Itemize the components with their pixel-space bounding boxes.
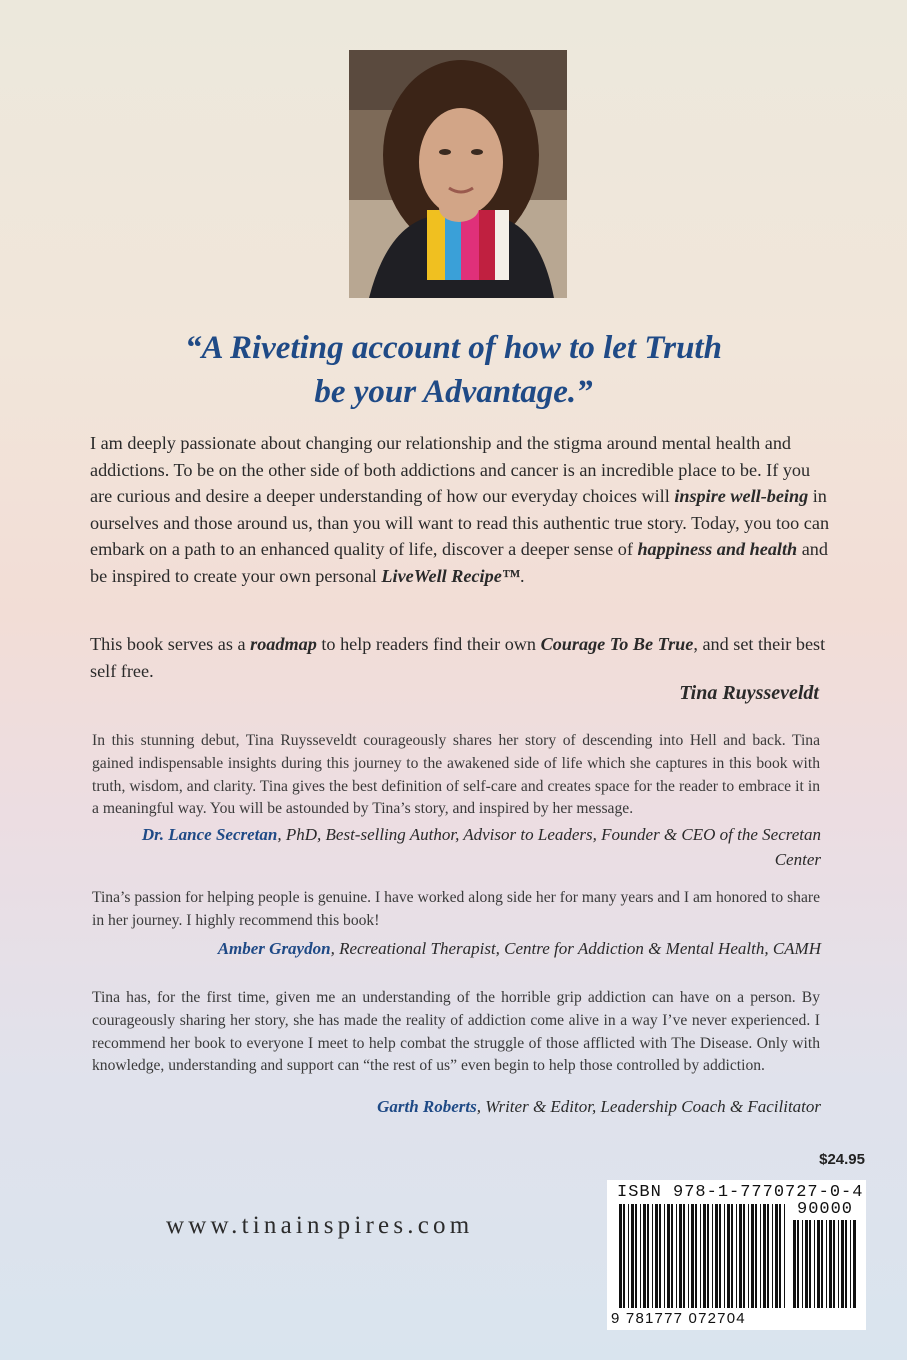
isbn-number: ISBN 978-1-7770727-0-4 xyxy=(617,1183,864,1202)
reviewer-title: , PhD, Best-selling Author, Advisor to Leaders, Founder & CEO of the Secretan Center xyxy=(277,825,821,869)
barcode-bar xyxy=(727,1204,730,1308)
barcode-bar xyxy=(814,1220,815,1308)
barcode-bar xyxy=(853,1220,856,1308)
barcode-bar xyxy=(751,1204,754,1308)
barcode-bar xyxy=(623,1204,625,1308)
barcode-bar xyxy=(679,1204,682,1308)
barcode-bar xyxy=(691,1204,694,1308)
barcode-bar xyxy=(667,1204,670,1308)
review-3-text: Tina has, for the first time, given me an understanding of the horrible grip addiction can have on a person. By courageously sharing her story, she has made the reality of addiction come alive in a way I’ve never experienced. I recommend her book to everyone I meet to help combat the struggle of those afflicted with The Disease. Only with knowledge, understanding and support can “the rest of us” even begin to help those controlled by addiction. xyxy=(92,989,820,1075)
barcode-bar xyxy=(833,1220,835,1308)
barcode-bar xyxy=(809,1220,811,1308)
barcode-bar xyxy=(695,1204,697,1308)
review-2-attribution xyxy=(101,936,821,961)
barcode-bar xyxy=(775,1204,778,1308)
barcode-bar xyxy=(664,1204,665,1308)
author-signature-name: Tina Ruysseveldt xyxy=(679,682,819,704)
website-url[interactable]: www.tinainspires.com xyxy=(166,1212,474,1239)
barcode-bar xyxy=(655,1204,658,1308)
barcode-bar xyxy=(659,1204,661,1308)
barcode-bar xyxy=(797,1220,799,1308)
review-3-attribution xyxy=(101,1094,821,1119)
barcode-bar xyxy=(631,1204,634,1308)
barcode-bar xyxy=(743,1204,745,1308)
barcode-bar xyxy=(772,1204,773,1308)
barcode-bar xyxy=(619,1204,622,1308)
review-1-text: In this stunning debut, Tina Ruysseveldt courageously shares her story of descending into Hell and back. Tina gained indispensable insights during this journey to the awakened side of life which she captures in this book with truth, wisdom, and clarity. Tina gives the best definition of self-care and creates space for the reader to embrace it in a meaningful way. You will be astounded by Tina’s story, and inspired by her message. xyxy=(92,732,820,818)
barcode-bar xyxy=(700,1204,701,1308)
barcode-bar xyxy=(829,1220,832,1308)
barcode-bar xyxy=(647,1204,649,1308)
barcode-bar xyxy=(838,1220,839,1308)
author-photo xyxy=(349,50,567,298)
price-label: $24.95 xyxy=(819,1151,865,1168)
book-tagline xyxy=(100,326,807,414)
barcode-bar xyxy=(731,1204,733,1308)
reviewer-name: Garth Roberts xyxy=(377,1097,477,1116)
barcode-bar xyxy=(850,1220,851,1308)
review-2-text: Tina’s passion for helping people is genuine. I have worked along side her for many years and I am honored to share in her journey. I highly recommend this book! xyxy=(92,889,820,929)
barcode-bar xyxy=(755,1204,757,1308)
barcode-bar xyxy=(628,1204,629,1308)
barcode-bar xyxy=(640,1204,641,1308)
barcode-bar xyxy=(652,1204,653,1308)
price-addon-code: 90000 xyxy=(797,1200,854,1219)
barcode-bar xyxy=(793,1220,796,1308)
barcode-bar xyxy=(845,1220,847,1308)
barcode-bar xyxy=(763,1204,766,1308)
barcode-bar xyxy=(719,1204,721,1308)
barcode-bar xyxy=(703,1204,706,1308)
addon-barcode-bars xyxy=(793,1220,859,1308)
reviewer-title: , Writer & Editor, Leadership Coach & Facilitator xyxy=(476,1097,821,1116)
barcode-bar xyxy=(760,1204,761,1308)
barcode-bar xyxy=(671,1204,673,1308)
barcode-bar xyxy=(736,1204,737,1308)
ean-digits: 9 781777 072704 xyxy=(611,1310,746,1327)
reviewer-name: Amber Graydon xyxy=(217,939,331,958)
barcode-bar xyxy=(826,1220,827,1308)
barcode-bar xyxy=(715,1204,718,1308)
barcode-bar xyxy=(676,1204,677,1308)
review-1-attribution xyxy=(101,822,821,872)
barcode-bar xyxy=(767,1204,769,1308)
intro-paragraph-2: This book serves as a roadmap to help readers find their own Courage To Be True, and set their best self free. xyxy=(90,634,826,681)
barcode-bar xyxy=(724,1204,725,1308)
reviewer-name: Dr. Lance Secretan xyxy=(141,825,278,844)
reviewer-title: , Recreational Therapist, Centre for Addiction & Mental Health, CAMH xyxy=(330,939,821,958)
barcode-bar xyxy=(643,1204,646,1308)
ean-barcode-bars xyxy=(619,1204,787,1308)
barcode-bar xyxy=(821,1220,823,1308)
barcode-bar xyxy=(802,1220,803,1308)
barcode-bar xyxy=(712,1204,713,1308)
author-portrait-illustration xyxy=(349,50,567,298)
barcode-bar xyxy=(841,1220,844,1308)
tagline-line-1: “A Riveting account of how to let Truth xyxy=(185,330,722,366)
barcode-bar xyxy=(784,1204,785,1308)
barcode-bar xyxy=(688,1204,689,1308)
barcode-bar xyxy=(817,1220,820,1308)
isbn-barcode xyxy=(607,1180,866,1330)
barcode-bar xyxy=(635,1204,637,1308)
intro-paragraph-1: I am deeply passionate about changing our relationship and the stigma around mental health and addictions. To be on the other side of both addictions and cancer is an incredible place to be. If you are curious and desire a deeper understanding of how our everyday choices will inspire well-being in ourselves and those around us, than you will want to read this authentic true story. Today, you too can embark on a path to an enhanced quality of life, discover a deeper sense of happiness and health and be inspired to create your own personal LiveWell Recipe™. xyxy=(90,433,830,586)
tagline-line-2: be your Advantage.” xyxy=(314,374,593,410)
barcode-bar xyxy=(739,1204,742,1308)
barcode-bar xyxy=(748,1204,749,1308)
barcode-bar xyxy=(805,1220,808,1308)
barcode-bar xyxy=(779,1204,781,1308)
barcode-bar xyxy=(683,1204,685,1308)
barcode-bar xyxy=(707,1204,709,1308)
